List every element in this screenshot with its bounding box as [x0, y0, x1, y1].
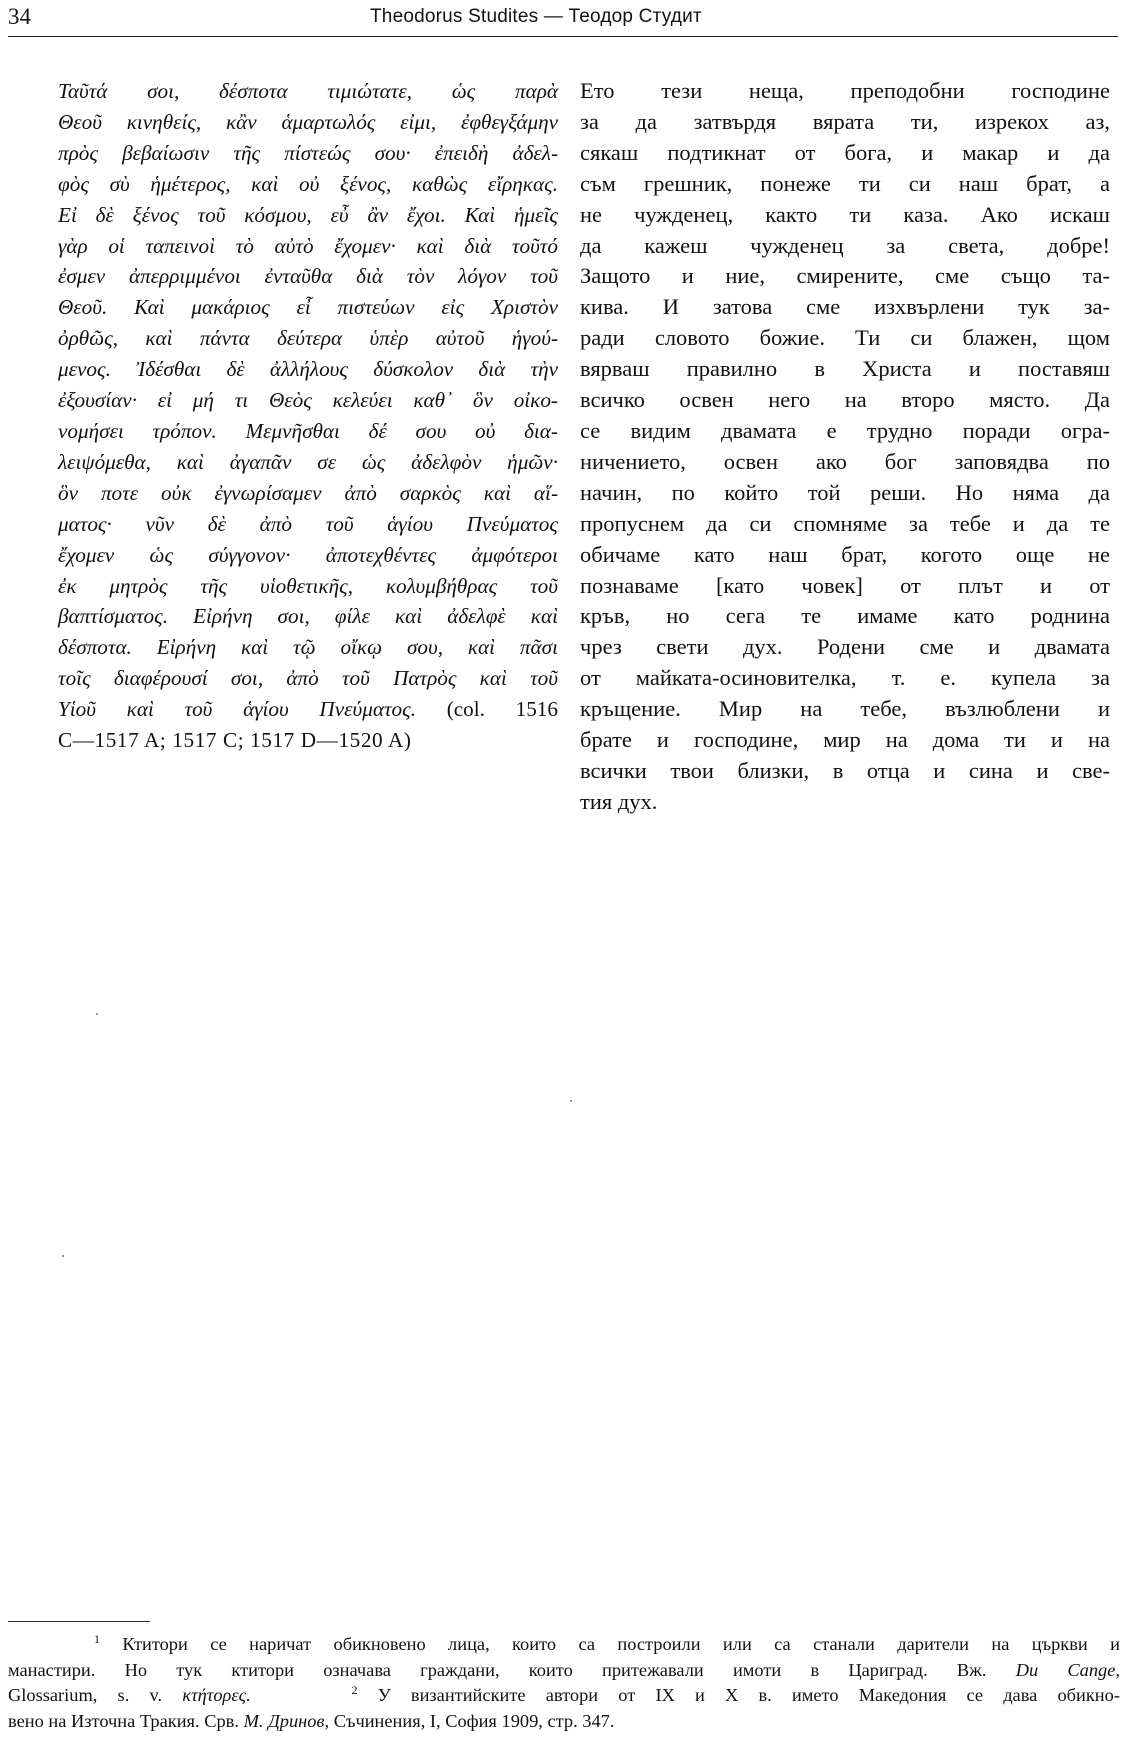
bulgarian-line: от майката-осиновителка, т. е. купела за — [580, 665, 1110, 691]
footnote-text: Ктитори се наричат обикновено лица, които са построили или са станали дарители на църкви и — [122, 1634, 1120, 1654]
greek-line: μενος. Ἰδέσθαι δὲ ἀλλήλους δύσκολον διὰ τὴν — [58, 357, 558, 382]
page-number: 34 — [8, 4, 31, 29]
bulgarian-line: начин, по който той реши. Но няма да — [580, 479, 1110, 505]
bulgarian-line: обичаме като наш брат, когото още не — [580, 541, 1110, 567]
footnote-text: вено на Източна Тракия. Срв. — [8, 1710, 239, 1731]
footnote-2-line — [8, 1683, 1120, 1709]
greek-line: ὃν ποτε οὐκ ἐγνωρίσαμεν ἀπὸ σαρκὸς καὶ αἵ- — [58, 480, 558, 505]
greek-line: ἐκ μητρὸς τῆς υἱοθετικῆς, κολυμβήθρας τοῦ — [58, 573, 558, 598]
footnote-separator — [8, 1621, 150, 1622]
footnote-author: Du Cange, — [1015, 1659, 1121, 1680]
scan-speck — [96, 1013, 98, 1015]
bulgarian-line: вярваш правилно в Христа и поставяш — [580, 356, 1110, 382]
footnote-text: Съчинения, I, София 1909, стр. 347. — [333, 1710, 615, 1731]
footnote-text: манастири. Но тук ктитори означава граждани, които притежавали имоти в Цариград. Вж. — [8, 1659, 987, 1680]
bulgarian-line: се видим двамата е трудно поради огра- — [580, 417, 1110, 443]
footnote-1-line — [8, 1658, 1120, 1684]
greek-line: πρὸς βεβαίωσιν τῆς πίστεώς σου· ἐπειδὴ ἀδελ- — [58, 140, 558, 165]
bulgarian-line: брате и господине, мир на дома ти и на — [580, 727, 1110, 753]
greek-line: γὰρ οἱ ταπεινοὶ τὸ αὐτὸ ἔχομεν· καὶ διὰ τοῦτό — [58, 233, 558, 258]
footnote-text: У византийските автори от IX и X в. името Македония се дава обикно- — [377, 1685, 1120, 1705]
greek-line: ἐσμεν ἀπερριμμένοι ἐνταῦθα διὰ τὸν λόγον τοῦ — [58, 264, 558, 289]
bulgarian-line: чрез свети дух. Родени сме и двамата — [580, 634, 1110, 660]
greek-line: ἔχομεν ὡς σύγγονον· ἀποτεχθέντες ἀμφότεροι — [58, 542, 558, 567]
bulgarian-line: съм грешник, понеже ти си наш брат, а — [580, 170, 1110, 196]
bulgarian-line: сякаш подтикнат от бога, и макар и да — [580, 139, 1110, 165]
greek-line: Θεοῦ. Καὶ μακάριος εἶ πιστεύων εἰς Χριστὸν — [58, 295, 558, 320]
footnote-author: М. Дринов, — [243, 1710, 330, 1731]
footnote-greek-term: κτήτορες. — [182, 1685, 251, 1705]
greek-line: ματος· νῦν δὲ ἀπὸ τοῦ ἁγίου Πνεύματος — [58, 511, 558, 536]
bulgarian-line: за да затвърдя вярата ти, изрекох аз, — [580, 108, 1110, 134]
greek-line: βαπτίσματος. Εἰρήνη σοι, φίλε καὶ ἀδελφὲ καὶ — [58, 604, 558, 629]
greek-line: νομήσει τρόπον. Μεμνῆσθαι δέ σου οὐ δια- — [58, 418, 558, 443]
bulgarian-line: кива. И затова сме изхвърлени тук за- — [580, 294, 1110, 320]
bulgarian-line: да кажеш чужденец за света, добре! — [580, 232, 1110, 258]
bulgarian-line: всичко освен него на второ място. Да — [580, 387, 1110, 413]
greek-line: Εἰ δὲ ξένος τοῦ κόσμου, εὖ ἂν ἔχοι. Καὶ ἡμεῖς — [58, 202, 558, 227]
running-head: Theodorus Studites — Теодор Студит — [370, 6, 702, 27]
footnote-text: Glossarium, s. v. — [8, 1685, 163, 1705]
citation-start: (col. 1516 — [446, 697, 558, 722]
bulgarian-line: Защото и ние, смирените, сме също та- — [580, 263, 1110, 289]
greek-line: ἐξουσίαν· εἰ μή τι Θεὸς κελεύει καθ᾽ ὃν οἰκο- — [58, 388, 558, 413]
greek-text-column — [58, 76, 558, 756]
bulgarian-line: кръщение. Мир на тебе, възлюблени и — [580, 696, 1110, 722]
footnote-mark: 1 — [94, 1631, 100, 1646]
bulgarian-line: Ето тези неща, преподобни господине — [580, 78, 1110, 103]
bulgarian-line: всички твои близки, в отца и сина и све- — [580, 757, 1110, 783]
greek-line: ὀρθῶς, καὶ πάντα δεύτερα ὑπὲρ αὐτοῦ ἡγού- — [58, 326, 558, 351]
footnote-mark: 2 — [351, 1682, 358, 1697]
greek-line: τοῖς διαφέρουσί σοι, ἀπὸ τοῦ Πατρὸς καὶ τοῦ — [58, 666, 558, 691]
page-header — [8, 0, 1118, 37]
bulgarian-line: познаваме [като човек] от плът и от — [580, 572, 1110, 598]
scan-speck — [570, 1100, 572, 1102]
bulgarian-line: ради словото божие. Ти си блажен, щом — [580, 325, 1110, 351]
greek-line: φὸς σὺ ἡμέτερος, καὶ οὐ ξένος, καθὼς εἴρηκας. — [58, 171, 558, 196]
bulgarian-line: не чужденец, както ти каза. Ако искаш — [580, 201, 1110, 227]
scan-speck — [62, 1255, 64, 1257]
greek-line: δέσποτα. Εἰρήνη καὶ τῷ οἴκῳ σου, καὶ πᾶσι — [58, 635, 558, 660]
footnote-2-line — [8, 1709, 1120, 1735]
greek-line-with-citation — [58, 694, 558, 725]
greek-line: Ταῦτά σοι, δέσποτα τιμιώτατε, ὡς παρὰ — [58, 79, 558, 103]
footnote-1-line — [8, 1632, 1120, 1658]
citation-end: C—1517 A; 1517 C; 1517 D—1520 A) — [58, 728, 412, 753]
greek-line: λειψόμεθα, καὶ ἀγαπᾶν σε ὡς ἀδελφὸν ἡμῶν· — [58, 449, 558, 474]
bulgarian-line: тия дух. — [580, 788, 658, 814]
bulgarian-text-column — [580, 76, 1110, 818]
greek-line: Θεοῦ κινηθείς, κἂν ἁμαρτωλός εἰμι, ἐφθεγξάμην — [58, 109, 558, 134]
bulgarian-line: ничението, освен ако бог заповядва по — [580, 448, 1110, 474]
footnotes — [8, 1632, 1120, 1734]
bulgarian-line: пропуснем да си спомняме за тебе и да те — [580, 510, 1110, 536]
bulgarian-line: кръв, но сега те имаме като роднина — [580, 603, 1110, 629]
greek-line: Υἱοῦ καὶ τοῦ ἁγίου Πνεύματος. — [58, 697, 417, 722]
